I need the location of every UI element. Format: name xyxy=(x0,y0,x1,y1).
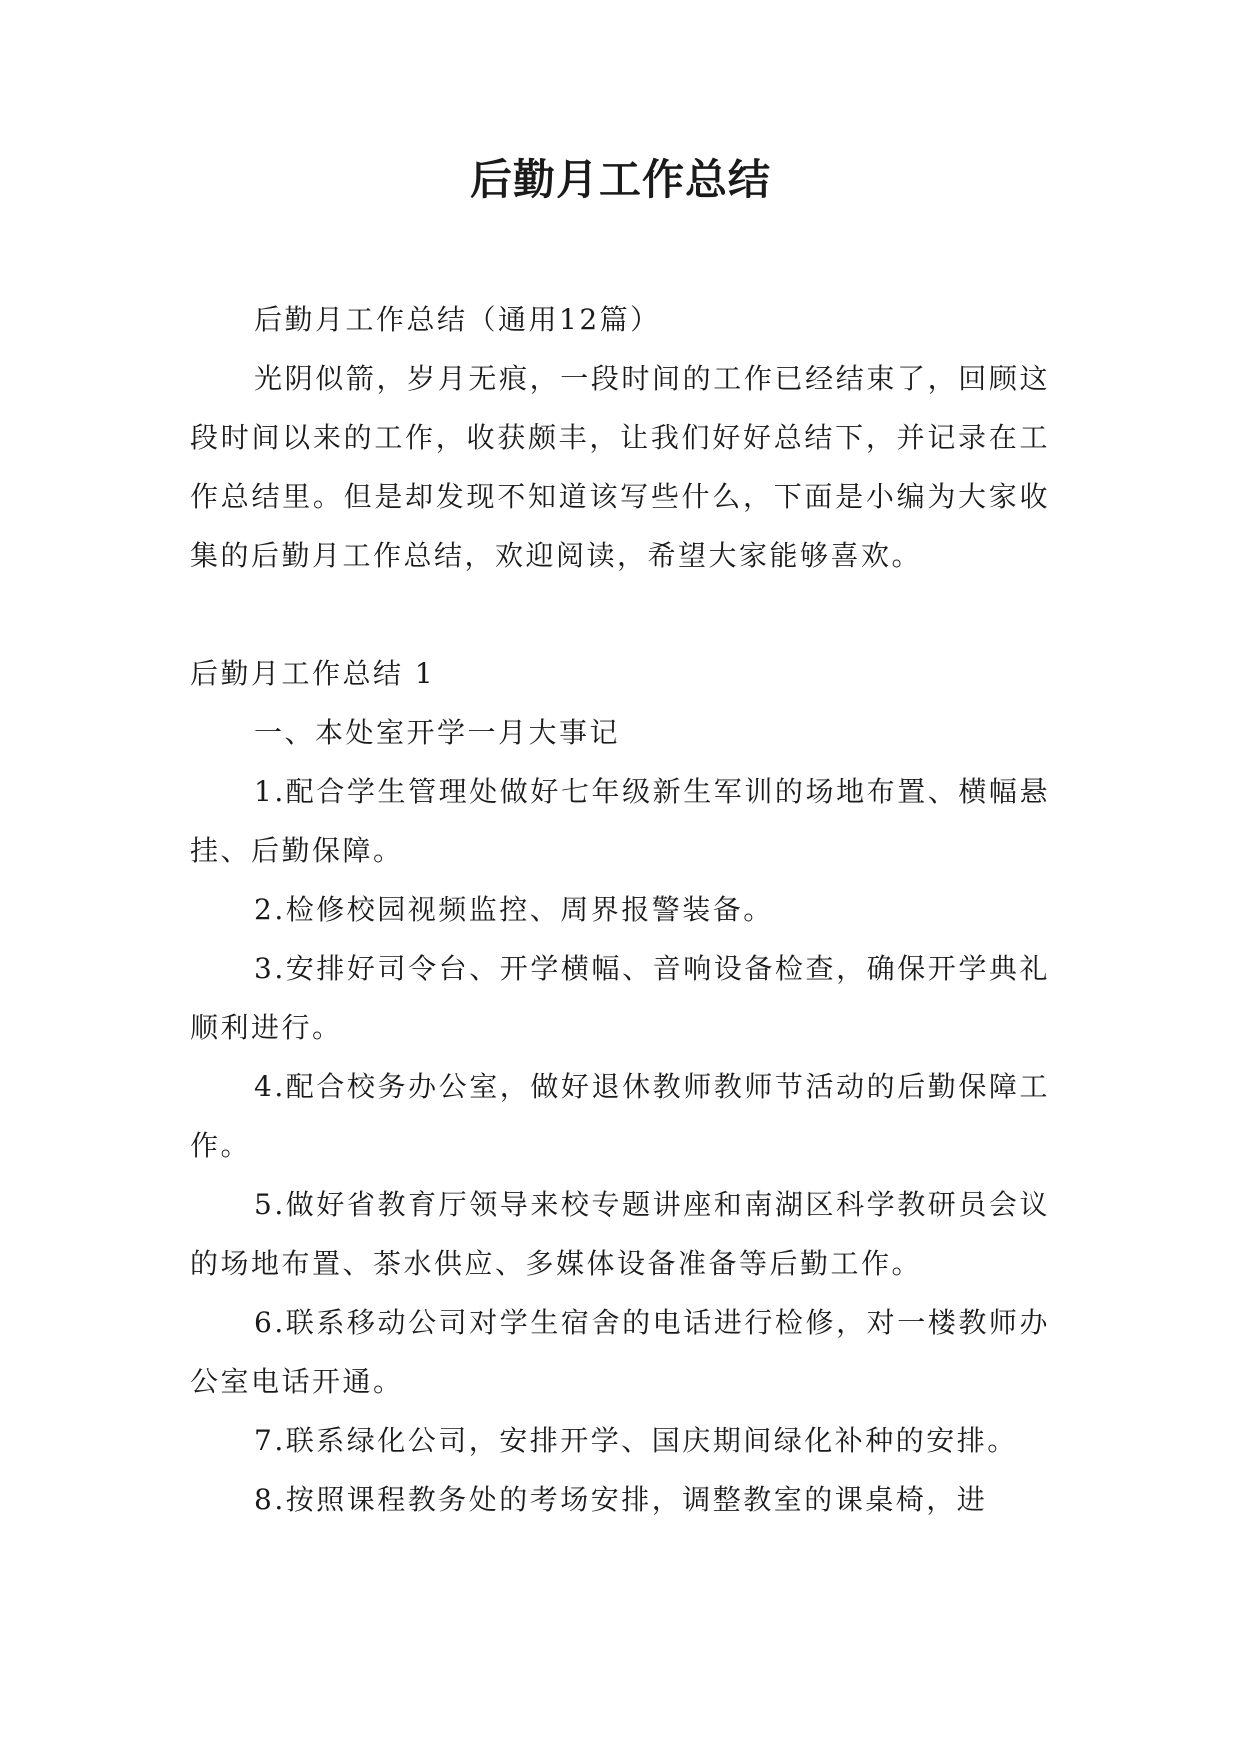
document-subtitle: 后勤月工作总结（通用12篇） xyxy=(254,303,661,336)
intro-paragraph: 光阴似箭，岁月无痕，一段时间的工作已经结束了，回顾这段时间以来的工作，收获颇丰，让我们好好总结下，并记录在工作总结里。但是却发现不知道该写些什么，下面是小编为大家收集的后勤月工作总结，欢迎阅读，希望大家能够喜欢。 xyxy=(190,362,1050,572)
list-item: 3.安排好司令台、开学横幅、音响设备检查，确保开学典礼顺利进行。 xyxy=(190,952,1050,1044)
list-item: 4.配合校务办公室，做好退休教师教师节活动的后勤保障工作。 xyxy=(190,1070,1050,1162)
section-heading: 后勤月工作总结 1 xyxy=(190,657,436,690)
list-item: 5.做好省教育厅领导来校专题讲座和南湖区科学教研员会议的场地布置、茶水供应、多媒体设备准备等后勤工作。 xyxy=(190,1188,1050,1280)
list-item: 1.配合学生管理处做好七年级新生军训的场地布置、横幅悬挂、后勤保障。 xyxy=(190,775,1050,867)
section-subheading: 一、本处室开学一月大事记 xyxy=(254,716,621,749)
list-item: 2.检修校园视频监控、周界报警装备。 xyxy=(254,893,774,926)
document-title: 后勤月工作总结 xyxy=(469,155,771,204)
list-item: 7.联系绿化公司，安排开学、国庆期间绿化补种的安排。 xyxy=(254,1424,1018,1457)
paragraph-gap xyxy=(190,585,1050,644)
list-item: 6.联系移动公司对学生宿舍的电话进行检修，对一楼教师办公室电话开通。 xyxy=(190,1306,1050,1398)
list-item: 8.按照课程教务处的考场安排，调整教室的课桌椅，进 xyxy=(254,1483,988,1516)
document-body xyxy=(190,290,1050,1529)
